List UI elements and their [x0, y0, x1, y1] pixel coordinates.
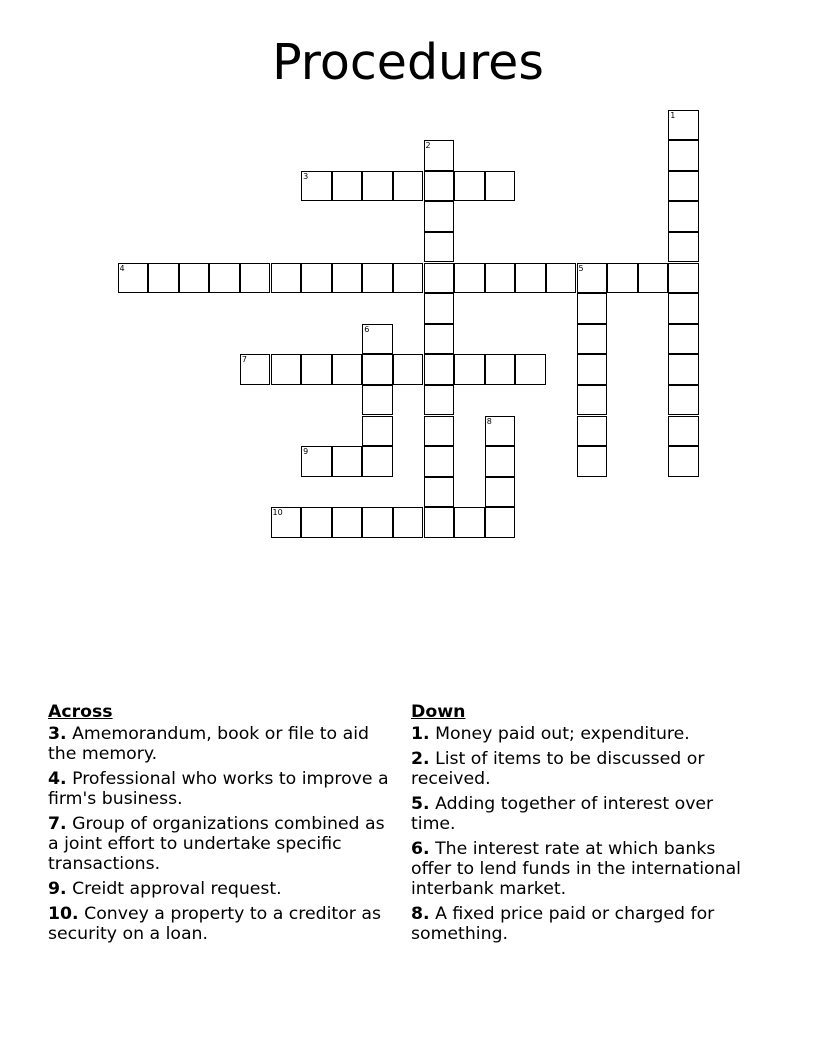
grid-cell[interactable] — [546, 263, 577, 294]
grid-cell[interactable] — [668, 446, 699, 477]
grid-cell[interactable] — [485, 354, 516, 385]
across-clue — [48, 904, 400, 944]
grid-cell[interactable] — [271, 354, 302, 385]
grid-cell[interactable] — [362, 263, 393, 294]
grid-cell[interactable] — [424, 201, 455, 232]
grid-cell[interactable] — [362, 416, 393, 447]
clue-number-label: 2 — [425, 141, 431, 151]
grid-cell[interactable] — [668, 293, 699, 324]
grid-cell[interactable] — [515, 354, 546, 385]
clue-number: 10. — [48, 904, 79, 924]
down-clue — [411, 794, 756, 834]
grid-cell[interactable] — [424, 446, 455, 477]
clue-number: 6. — [411, 839, 430, 859]
clue-text: Group of organizations combined as a joint effort to undertake specific transactions. — [48, 814, 385, 874]
grid-cell[interactable] — [393, 171, 424, 202]
grid-cell[interactable] — [424, 171, 455, 202]
grid-cell[interactable] — [301, 446, 332, 477]
clue-text: The interest rate at which banks offer to lend funds in the international interbank market. — [411, 839, 741, 899]
grid-cell[interactable] — [301, 507, 332, 538]
clue-number-label: 6 — [364, 324, 370, 334]
grid-cell[interactable] — [577, 354, 608, 385]
grid-cell[interactable] — [485, 171, 516, 202]
clue-text: Adding together of interest over time. — [411, 794, 714, 834]
clue-text: Amemorandum, book or file to aid the memory. — [48, 724, 369, 764]
grid-cell[interactable] — [577, 263, 608, 294]
clue-number-label: 1 — [670, 110, 676, 120]
grid-cell[interactable] — [577, 385, 608, 416]
grid-cell[interactable] — [148, 263, 179, 294]
grid-cell[interactable] — [668, 385, 699, 416]
grid-cell[interactable] — [485, 446, 516, 477]
grid-cell[interactable] — [240, 354, 271, 385]
grid-cell[interactable] — [668, 263, 699, 294]
grid-cell[interactable] — [393, 507, 424, 538]
clue-number: 7. — [48, 814, 67, 834]
clue-number-label: 7 — [241, 355, 247, 365]
grid-cell[interactable] — [424, 354, 455, 385]
clue-number-label: 3 — [303, 171, 309, 181]
grid-cell[interactable] — [454, 354, 485, 385]
grid-cell[interactable] — [668, 324, 699, 355]
across-clue — [48, 879, 400, 899]
grid-cell[interactable] — [332, 446, 363, 477]
clue-text: Professional who works to improve a firm's business. — [48, 769, 389, 809]
grid-cell[interactable] — [454, 507, 485, 538]
grid-cell[interactable] — [424, 140, 455, 171]
grid-cell[interactable] — [332, 263, 363, 294]
clue-number-label: 8 — [486, 416, 492, 426]
grid-cell[interactable] — [362, 385, 393, 416]
down-clue — [411, 749, 756, 789]
grid-cell[interactable] — [118, 263, 149, 294]
grid-cell[interactable] — [362, 171, 393, 202]
clue-text: Creidt approval request. — [72, 879, 282, 899]
grid-cell[interactable] — [424, 477, 455, 508]
down-clue — [411, 724, 756, 744]
clue-number-label: 9 — [303, 447, 309, 457]
grid-cell[interactable] — [424, 324, 455, 355]
grid-cell[interactable] — [454, 171, 485, 202]
grid-cell[interactable] — [332, 507, 363, 538]
clue-number: 1. — [411, 724, 430, 744]
grid-cell[interactable] — [362, 446, 393, 477]
grid-cell[interactable] — [515, 263, 546, 294]
grid-cell[interactable] — [240, 263, 271, 294]
across-clues — [48, 702, 400, 949]
clue-number: 9. — [48, 879, 67, 899]
clue-number: 5. — [411, 794, 430, 814]
grid-cell[interactable] — [577, 293, 608, 324]
grid-cell[interactable] — [577, 416, 608, 447]
down-clue — [411, 904, 756, 944]
grid-cell[interactable] — [668, 110, 699, 141]
across-clue — [48, 724, 400, 764]
grid-cell[interactable] — [332, 354, 363, 385]
grid-cell[interactable] — [424, 507, 455, 538]
grid-cell[interactable] — [362, 354, 393, 385]
across-clue — [48, 769, 400, 809]
grid-cell[interactable] — [485, 263, 516, 294]
grid-cell[interactable] — [668, 171, 699, 202]
grid-cell[interactable] — [454, 263, 485, 294]
clue-number: 4. — [48, 769, 67, 789]
grid-cell[interactable] — [301, 171, 332, 202]
down-clues — [411, 702, 756, 949]
grid-cell[interactable] — [424, 293, 455, 324]
grid-cell[interactable] — [485, 477, 516, 508]
grid-cell[interactable] — [668, 140, 699, 171]
grid-cell[interactable] — [179, 263, 210, 294]
down-clue — [411, 839, 756, 899]
grid-cell[interactable] — [362, 324, 393, 355]
clue-number-label: 4 — [119, 263, 125, 273]
page-title: Procedures — [272, 34, 544, 91]
grid-cell[interactable] — [485, 416, 516, 447]
across-clue — [48, 814, 400, 874]
grid-cell[interactable] — [301, 354, 332, 385]
grid-cell[interactable] — [668, 416, 699, 447]
clue-text: Convey a property to a creditor as security on a loan. — [48, 904, 381, 944]
grid-cell[interactable] — [424, 385, 455, 416]
clue-text: List of items to be discussed or received. — [411, 749, 705, 789]
grid-cell[interactable] — [301, 263, 332, 294]
clue-number: 8. — [411, 904, 430, 924]
clue-number: 2. — [411, 749, 430, 769]
grid-cell[interactable] — [424, 263, 455, 294]
clue-number: 3. — [48, 724, 67, 744]
grid-cell[interactable] — [271, 263, 302, 294]
grid-cell[interactable] — [362, 507, 393, 538]
down-heading: Down — [411, 702, 466, 722]
grid-cell[interactable] — [668, 201, 699, 232]
grid-cell[interactable] — [393, 263, 424, 294]
clue-number-label: 10 — [272, 508, 283, 518]
grid-cell[interactable] — [393, 354, 424, 385]
grid-cell[interactable] — [638, 263, 669, 294]
grid-cell[interactable] — [332, 171, 363, 202]
grid-cell[interactable] — [271, 507, 302, 538]
grid-cell[interactable] — [485, 507, 516, 538]
clue-text: Money paid out; expenditure. — [435, 724, 690, 744]
clue-text: A fixed price paid or charged for something. — [411, 904, 715, 944]
grid-cell[interactable] — [424, 416, 455, 447]
grid-cell[interactable] — [577, 324, 608, 355]
clue-number-label: 5 — [578, 263, 584, 273]
grid-cell[interactable] — [577, 446, 608, 477]
across-heading: Across — [48, 702, 113, 722]
grid-cell[interactable] — [668, 232, 699, 263]
grid-cell[interactable] — [607, 263, 638, 294]
grid-cell[interactable] — [424, 232, 455, 263]
grid-cell[interactable] — [209, 263, 240, 294]
grid-cell[interactable] — [668, 354, 699, 385]
